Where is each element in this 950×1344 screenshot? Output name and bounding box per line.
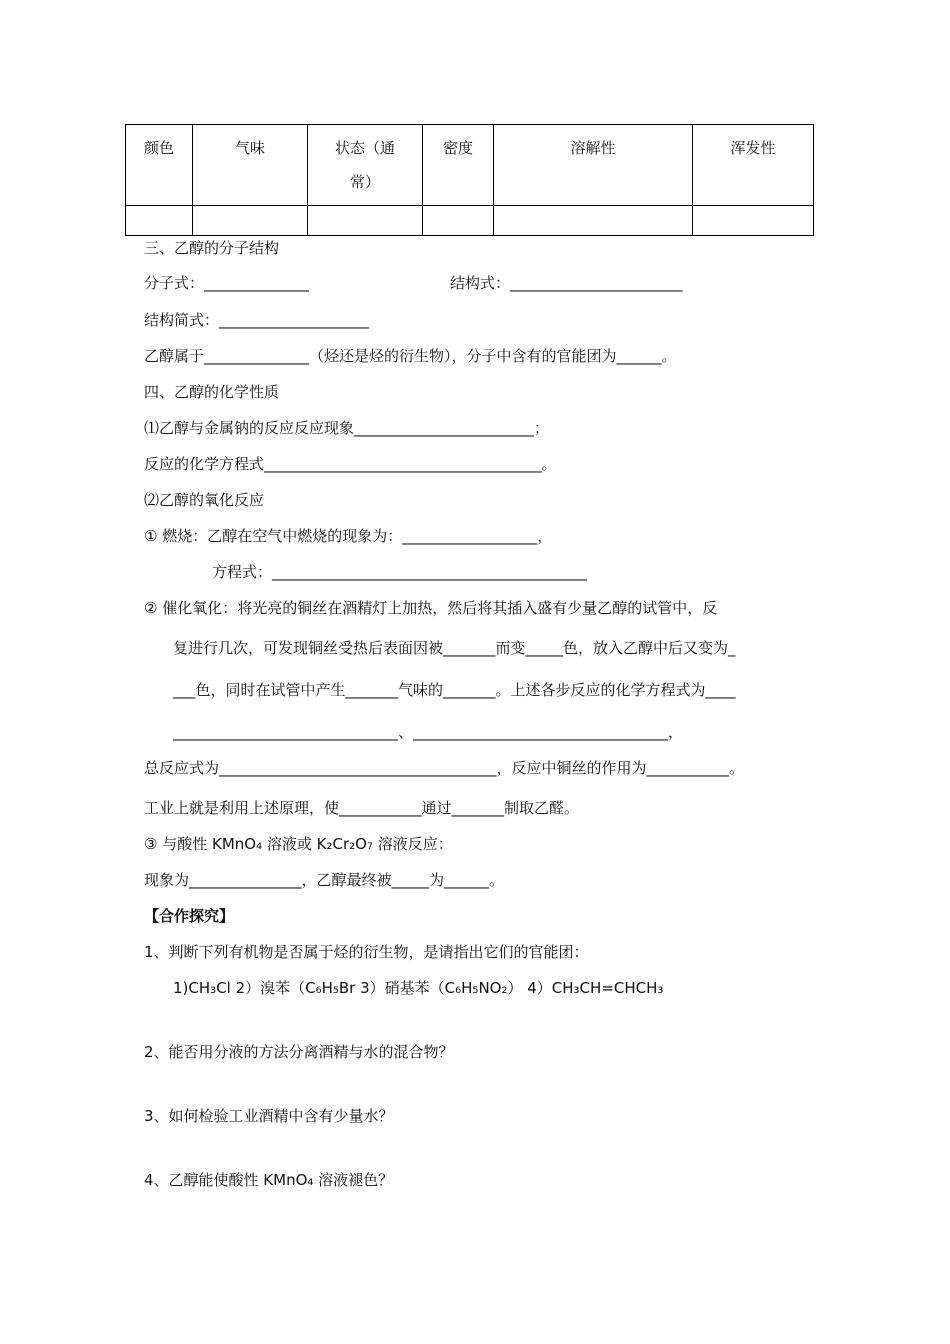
molecular-formula-line: 分子式：______________ bbox=[144, 274, 310, 292]
table-cell[interactable] bbox=[494, 206, 693, 236]
section3-title: 三、乙醇的分子结构 bbox=[144, 239, 280, 257]
na-reaction-line: ⑴乙醇与金属钠的反应反应现象________________________； bbox=[144, 419, 550, 437]
oxidation-title: ⑵乙醇的氧化反应 bbox=[144, 491, 265, 509]
state-line-1: 状态（通 bbox=[334, 139, 395, 157]
table-header-cell: 气味 bbox=[193, 125, 308, 206]
structural-formula-line: 结构式：_______________________ bbox=[450, 274, 683, 292]
question-4: 4、乙醇能使酸性 KMnO₄ 溶液褪色？ bbox=[144, 1171, 394, 1189]
table-header-cell: 浑发性 bbox=[693, 125, 814, 206]
table-header-cell: 密度 bbox=[423, 125, 494, 206]
phenomenon-line: 现象为_______________，乙醇最终被_____为______。 bbox=[144, 871, 505, 889]
belongs-line: 乙醇属于______________（烃还是烃的衍生物），分子中含有的官能团为______。 bbox=[144, 347, 677, 365]
catalytic-line-4: ______________________________、__________________________________， bbox=[173, 723, 684, 741]
catalytic-line-3: ___色，同时在试管中产生_______气味的_______。上述各步反应的化学方程式为____ bbox=[173, 681, 736, 699]
question-1-items: 1)CH₃Cl 2）溴苯（C₆H₅Br 3）硝基苯（C₆H₅NO₂） 4）CH₃CH=CHCH₃ bbox=[173, 979, 664, 997]
properties-table bbox=[125, 124, 814, 236]
table-header-cell bbox=[308, 125, 423, 206]
table-header-cell: 颜色 bbox=[126, 125, 193, 206]
catalytic-line-2: 复进行几次，可发现铜丝受热后表面因被_______而变_____色，放入乙醇中后又变为_ bbox=[173, 639, 736, 657]
total-reaction-line: 总反应式为_____________________________________，反应中铜丝的作用为___________。 bbox=[144, 759, 745, 777]
industry-line: 工业上就是利用上述原理，使___________通过_______制取乙醛。 bbox=[144, 799, 580, 817]
kmno4-line: ③ 与酸性 KMnO₄ 溶液或 K₂Cr₂O₇ 溶液反应： bbox=[144, 835, 453, 853]
table-cell[interactable] bbox=[193, 206, 308, 236]
catalytic-line-1: ② 催化氧化：将光亮的铜丝在酒精灯上加热，然后将其插入盛有少量乙醇的试管中，反 bbox=[144, 599, 718, 617]
section4-title: 四、乙醇的化学性质 bbox=[144, 383, 280, 401]
structural-simple-line: 结构简式：____________________ bbox=[144, 311, 370, 329]
cooperation-title: 【合作探究】 bbox=[144, 907, 235, 925]
table-cell[interactable] bbox=[423, 206, 494, 236]
combustion-line: ① 燃烧：乙醇在空气中燃烧的现象为：__________________， bbox=[144, 527, 553, 545]
na-equation-line: 反应的化学方程式_____________________________________。 bbox=[144, 455, 557, 473]
state-line-2: 常） bbox=[349, 173, 380, 191]
combustion-equation-line: 方程式：__________________________________________ bbox=[212, 563, 588, 581]
question-2: 2、能否用分液的方法分离酒精与水的混合物？ bbox=[144, 1043, 454, 1061]
table-cell[interactable] bbox=[693, 206, 814, 236]
table-cell[interactable] bbox=[308, 206, 423, 236]
table-header-cell: 溶解性 bbox=[494, 125, 693, 206]
question-3: 3、如何检验工业酒精中含有少量水？ bbox=[144, 1107, 394, 1125]
question-1: 1、判断下列有机物是否属于烃的衍生物，是请指出它们的官能团： bbox=[144, 943, 589, 961]
table-cell[interactable] bbox=[126, 206, 193, 236]
